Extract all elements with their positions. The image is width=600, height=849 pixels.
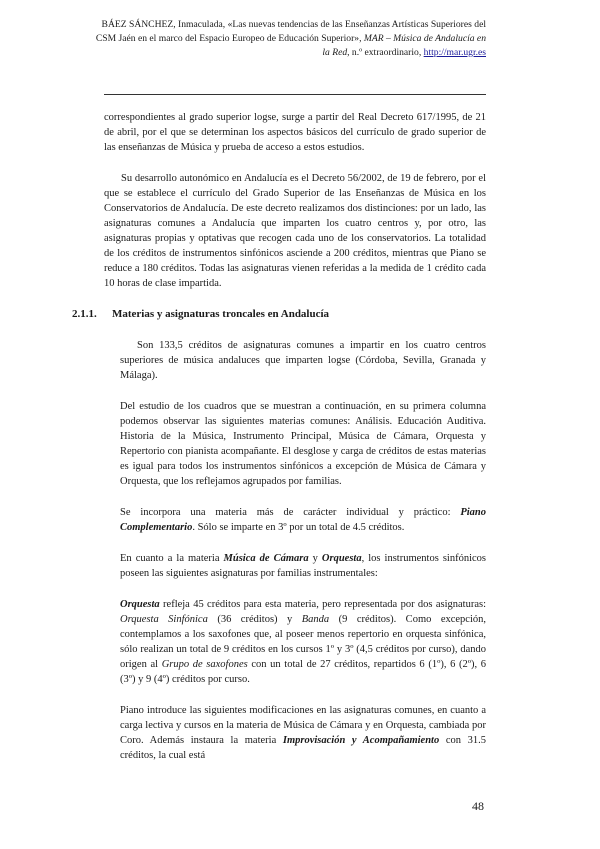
paragraph-4: Del estudio de los cuadros que se muestran a continuación, en su primera columna podemos observar las siguientes materias comunes: Análisis. Educación Auditiva. Historia de la Música, Instrumento Principal, Música de Cámara, Orquesta y Repertorio con pianista acompañante. El desglose y carga de créditos de estas materias es igual para todos los instrumentos sinfónicos a excepción de Música de Cámara y Orquesta, que los reflejamos agrupados por familias. [120, 401, 486, 487]
paragraph-2: Su desarrollo autonómico en Andalucía es el Decreto 56/2002, de 19 de febrero, por el que se establece el currículo del Grado Superior de las Enseñanzas de Música en los Conservatorios de Andalucía. De este decreto realizamos dos distinciones: por un lado, las asignaturas comunes a Andalucía que imparten los cuatro centros y, por otro, las asignaturas propias y optativas que recogen cada uno de los conservatorios. La totalidad de los créditos de instrumentos sinfónicos asciende a 200 créditos, mientras que Piano se reduce a 180 créditos. Todas las asignaturas vienen referidas a la medida de 1 crédito cada 10 horas de clase impartida. [104, 173, 486, 289]
paragraph-5: Se incorpora una materia más de carácter individual y práctico: Piano Complementario. Sólo se imparte en 3º por un total de 4.5 créditos. [120, 507, 486, 533]
section-title: Materias y asignaturas troncales en Andalucía [112, 308, 330, 320]
paragraph-8: Piano introduce las siguientes modificaciones en las asignaturas comunes, en cuanto a carga lectiva y cursos en la materia de Música de Cámara y en Orquesta, cambiada por Coro. Además instaura la materia Improvisación y Acompañamiento con 31.5 créditos, la cual está [120, 705, 486, 761]
header-line1: , Inmaculada, «Las nuevas tendencias de las Enseñanzas Artísticas Superiores del [173, 19, 486, 30]
term-musica-de-camara: Música de Cámara [223, 553, 309, 564]
paragraph-6: En cuanto a la materia Música de Cámara y Orquesta, los instrumentos sinfónicos poseen las siguientes asignaturas por familias instrumentales: [120, 553, 486, 579]
header-url-link[interactable]: http://mar.ugr.es [423, 47, 486, 58]
term-orquesta-lead: Orquesta [120, 599, 160, 610]
page-body [72, 110, 487, 763]
page-header [70, 18, 486, 60]
header-line2: CSM Jaén en el marco del Espacio Europeo de Educación Superior», [95, 33, 364, 44]
term-improvisacion: Improvisación y Acompañamiento [282, 735, 440, 746]
paragraph-1: correspondientes al grado superior logse, surge a partir del Real Decreto 617/1995, de 21 de abril, por el que se determinan los aspectos básicos del currículo de grado superior de las enseñanzas de Música y prueba de acceso a estos estudios. [104, 112, 486, 153]
paragraph-7: Orquesta refleja 45 créditos para esta materia, pero representada por dos asignaturas: Orquesta Sinfónica (36 créditos) y Banda (9 créditos). Como excepción, contemplamos a los saxofones que, al poseer menos repertorio en orquesta sinfónica, sólo realizan un total de 9 créditos en los cursos 1º y 3º (4,5 créditos por curso), dando origen al Grupo de saxofones con un total de 27 créditos, repartidos 6 (1º), 6 (2º), 6 (3º) y 9 (4º) créditos por curso. [120, 599, 487, 685]
section-number: 2.1.1. [72, 308, 97, 320]
header-journal-end: la Red [322, 47, 348, 58]
section-heading [72, 307, 486, 322]
page-number: 48 [472, 799, 484, 813]
header-journal: MAR – Música de Andalucía en [363, 33, 486, 44]
term-piano-complementario: Piano Complementario [120, 507, 486, 533]
section-content [120, 338, 486, 763]
header-issue: , n.º extraordinario, [347, 47, 424, 58]
header-divider [104, 94, 486, 95]
paragraph-3: Son 133,5 créditos de asignaturas comunes a impartir en los cuatro centros superiores de música andaluces que imparten logse (Córdoba, Sevilla, Granada y Málaga). [120, 340, 486, 381]
header-author: BÁEZ SÁNCHEZ [101, 19, 174, 30]
term-orquesta: Orquesta [321, 553, 362, 564]
